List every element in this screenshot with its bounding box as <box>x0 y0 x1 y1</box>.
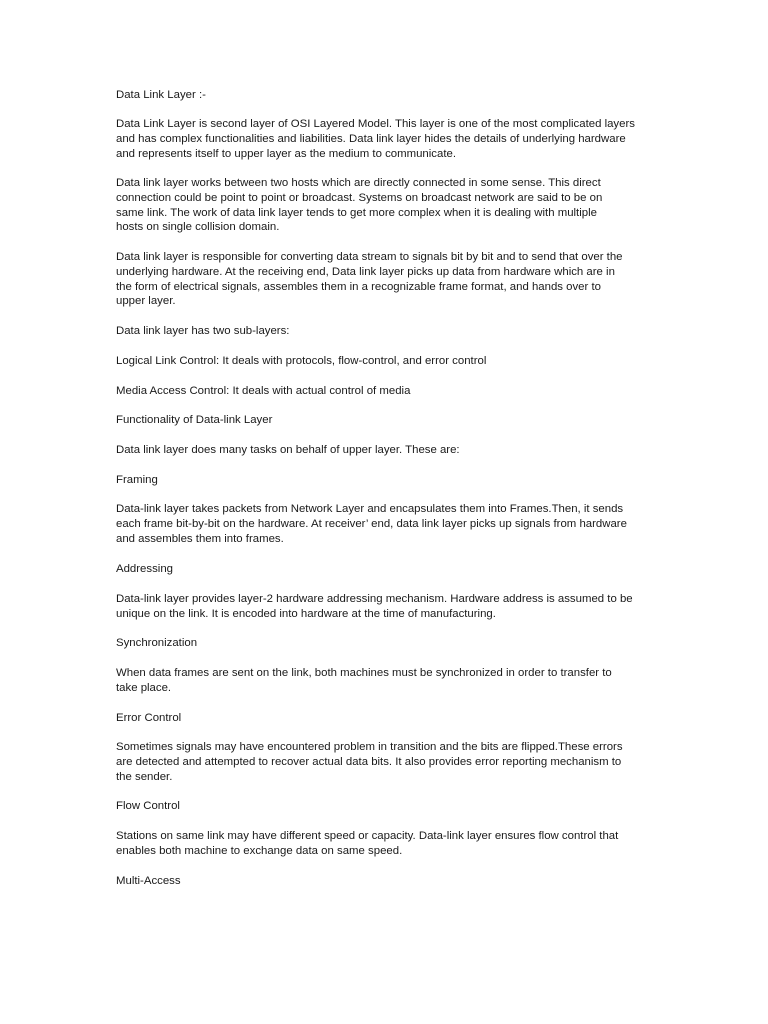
paragraph-framing: Data-link layer takes packets from Network Layer and encapsulates them into Frames.Then, it sends each frame bit-by-bit on the hardware. At receiver’ end, data link layer picks up signals from hardware and assembles them into frames. <box>116 503 627 545</box>
paragraph-sublayers: Data link layer has two sub-layers: <box>116 325 290 337</box>
paragraph-addressing: Data-link layer provides layer-2 hardware addressing mechanism. Hardware address is assumed to be unique on the link. It is encoded into hardware at the time of manufacturing. <box>116 593 633 620</box>
paragraph-intro: Data Link Layer is second layer of OSI Layered Model. This layer is one of the most complicated layers and has complex functionalities and liabilities. Data link layer hides the details of underlying hardware and represents itself to upper layer as the medium to communicate. <box>116 118 635 160</box>
document-title: Data Link Layer :- <box>116 89 206 101</box>
heading-framing: Framing <box>116 474 158 486</box>
paragraph-flow-control: Stations on same link may have different speed or capacity. Data-link layer ensures flow control that enables both machine to exchange data on same speed. <box>116 830 619 857</box>
paragraph-llc: Logical Link Control: It deals with protocols, flow-control, and error control <box>116 355 487 367</box>
paragraph-synchronization: When data frames are sent on the link, both machines must be synchronized in order to transfer to take place. <box>116 667 612 694</box>
heading-synchronization: Synchronization <box>116 637 198 649</box>
heading-flow-control: Flow Control <box>116 800 180 812</box>
paragraph-tasks: Data link layer does many tasks on behalf of upper layer. These are: <box>116 444 460 456</box>
heading-multi-access: Multi-Access <box>116 875 181 887</box>
paragraph-hosts: Data link layer works between two hosts which are directly connected in some sense. This direct connection could be point to point or broadcast. Systems on broadcast network are said to be on same link. The work of data link layer tends to get more complex when it is dealing with multiple hosts on single collision domain. <box>116 177 603 234</box>
paragraph-error-control: Sometimes signals may have encountered problem in transition and the bits are flipped.These errors are detected and attempted to recover actual data bits. It also provides error reporting mechanism to the sender. <box>116 741 623 783</box>
paragraph-mac: Media Access Control: It deals with actual control of media <box>116 385 411 397</box>
heading-error-control: Error Control <box>116 712 182 724</box>
heading-addressing: Addressing <box>116 563 173 575</box>
paragraph-converting: Data link layer is responsible for converting data stream to signals bit by bit and to send that over the underlying hardware. At the receiving end, Data link layer picks up data from hardware which are in the form of electrical signals, assembles them in a recognizable frame format, and hands over to upper layer. <box>116 251 623 308</box>
heading-functionality: Functionality of Data-link Layer <box>116 414 273 426</box>
